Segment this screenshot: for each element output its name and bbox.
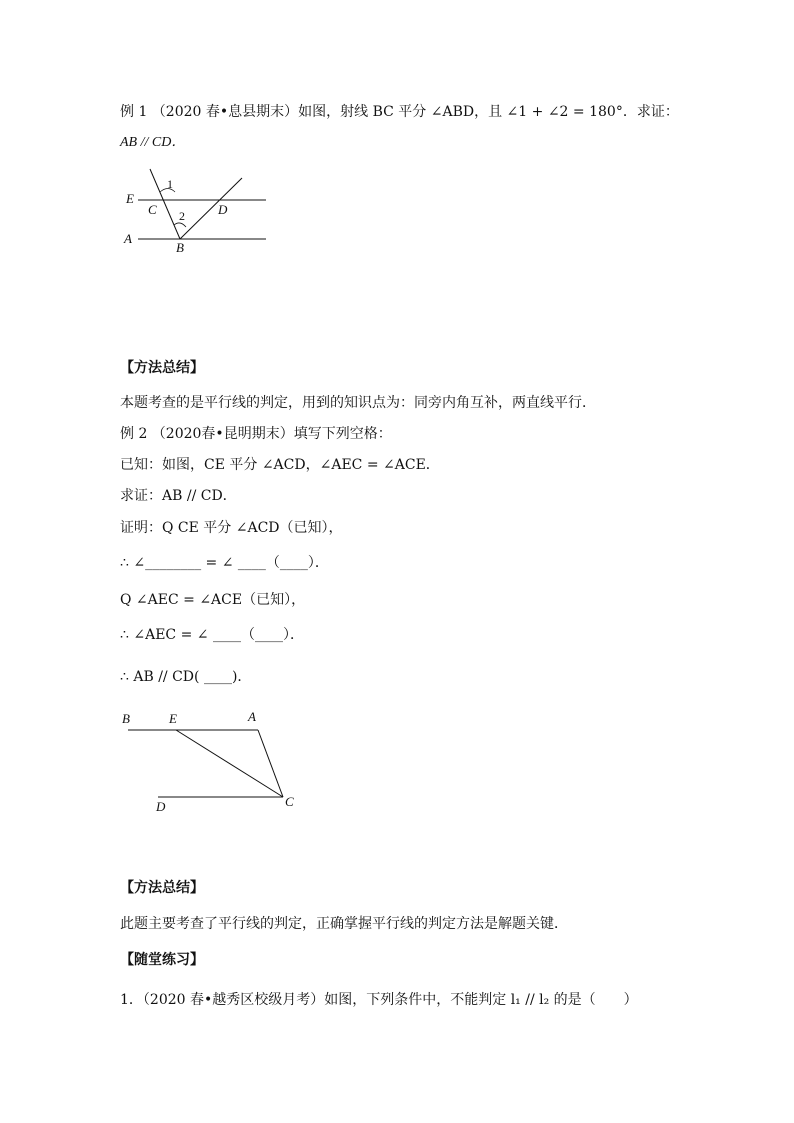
example1-figure	[118, 165, 278, 257]
angle-2-arc	[174, 223, 186, 227]
example1-conclusion: AB // CD．	[120, 135, 186, 150]
label-angle-1: 1	[167, 177, 173, 191]
example1-statement: 例 1 （2020 春•息县期末）如图，射线 BC 平分 ∠ABD，且 ∠1 + ∠2 = 180°．求证：	[120, 104, 679, 120]
summary2-text: 此题主要考查了平行线的判定，正确掌握平行线的判定方法是解题关键．	[120, 916, 568, 932]
label-A: A	[124, 231, 132, 246]
summary1-text: 本题考查的是平行线的判定，用到的知识点为：同旁内角互补，两直线平行．	[120, 395, 596, 411]
segment-ec	[176, 730, 283, 797]
example2-proof-line1: 证明：Q CE 平分 ∠ACD（已知），	[120, 520, 343, 536]
practice-question-1: 1．（2020 春•越秀区校级月考）如图，下列条件中，不能判定 l₁ // l₂ 的是（ ）	[120, 992, 638, 1008]
label-E: E	[126, 191, 134, 206]
label-D: D	[218, 202, 228, 217]
label-C: C	[285, 794, 294, 809]
example2-proof-line2: ∴ ∠________ = ∠ ____（____）．	[120, 555, 329, 571]
example2-proof-line3: Q ∠AEC = ∠ACE（已知），	[120, 592, 306, 608]
label-D: D	[156, 799, 166, 814]
label-B: B	[122, 711, 130, 726]
label-A: A	[248, 709, 256, 724]
label-E: E	[169, 711, 177, 726]
summary1-heading: 【方法总结】	[120, 360, 204, 376]
example2-given: 已知：如图，CE 平分 ∠ACD，∠AEC = ∠ACE．	[120, 457, 440, 473]
label-angle-2: 2	[179, 209, 185, 223]
example2-figure	[118, 705, 308, 817]
practice-heading: 【随堂练习】	[120, 952, 204, 968]
example2-prove: 求证：AB // CD．	[120, 488, 237, 504]
label-C: C	[148, 202, 157, 217]
example2-proof-line4: ∴ ∠AEC = ∠ ____（____）．	[120, 627, 304, 643]
example2-title: 例 2 （2020春•昆明期末）填写下列空格：	[120, 426, 392, 442]
segment-ac	[258, 730, 283, 797]
line-bd	[180, 178, 242, 239]
example2-proof-line5: ∴ AB // CD( ____)．	[120, 669, 252, 685]
label-B: B	[176, 240, 184, 255]
summary2-heading: 【方法总结】	[120, 880, 204, 896]
